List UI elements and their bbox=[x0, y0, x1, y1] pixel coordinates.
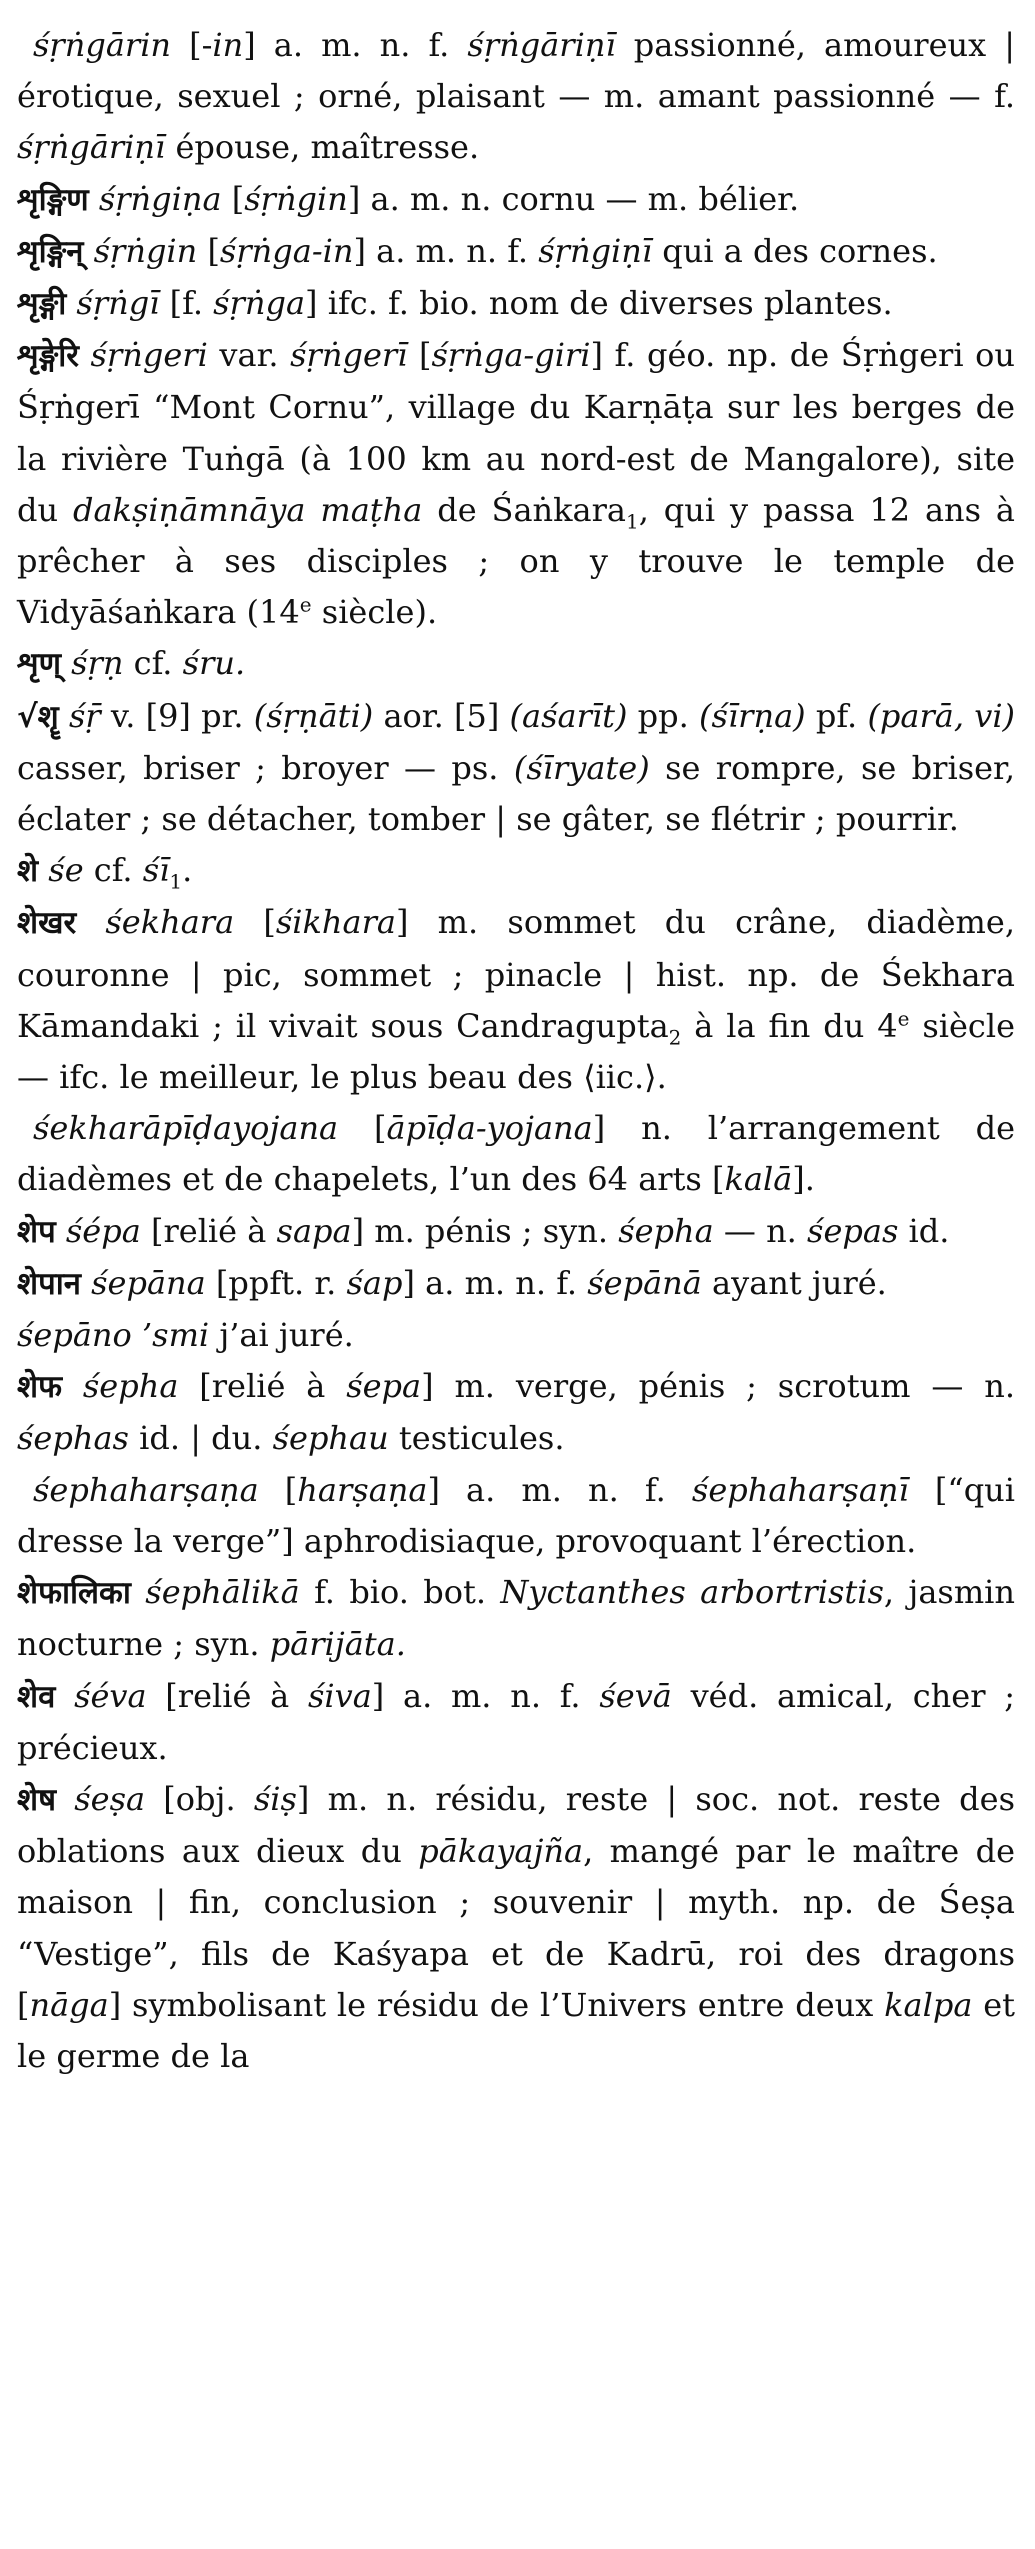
dictionary-entry bbox=[17, 278, 1015, 330]
entry-text: ] a. m. n. cornu — m. bélier. bbox=[347, 179, 800, 218]
entry-text: ] a. m. n. f. bbox=[427, 1470, 692, 1509]
entry-text: , mangé par le maître de maison | fin, conclusion ; souvenir | myth. np. de Śeṣa “Vestige”, fils de Kaśyapa et de Kadrū, roi des dragons [ bbox=[17, 1832, 1016, 2024]
headword-devanagari: शेपान bbox=[17, 1265, 81, 1302]
dictionary-entry bbox=[17, 1206, 1015, 1258]
italic-term: (śṛṇāti) bbox=[253, 696, 374, 735]
italic-term: śṛṇ bbox=[71, 644, 124, 683]
headword-devanagari: शेष bbox=[17, 1781, 56, 1818]
entry-text: j’ai juré. bbox=[209, 1316, 354, 1355]
italic-term: sapa bbox=[276, 1211, 352, 1250]
italic-term: śephālikā bbox=[145, 1573, 300, 1612]
entry-text: . bbox=[182, 851, 193, 890]
italic-term: śiva bbox=[307, 1676, 372, 1715]
italic-term: śṛṅgeri bbox=[90, 336, 208, 375]
italic-term: śṛṅgin bbox=[244, 179, 348, 218]
italic-term: śī bbox=[142, 851, 170, 890]
italic-term: śṛṅga-giri bbox=[431, 336, 591, 375]
italic-term: pākayajña bbox=[418, 1832, 584, 1871]
dictionary-entry bbox=[17, 1567, 1015, 1670]
italic-term: śekhara bbox=[105, 903, 235, 942]
entry-text: [ bbox=[407, 336, 432, 375]
entry-text: id. bbox=[898, 1211, 950, 1250]
entry-text: de Śaṅkara bbox=[422, 490, 626, 529]
entry-text: , jasmin nocturne ; syn. bbox=[17, 1573, 1016, 1664]
entry-text bbox=[79, 336, 91, 374]
headword-devanagari: शृण् bbox=[17, 646, 61, 683]
entry-text: pp. bbox=[627, 696, 700, 735]
entry-text: et le germe de la bbox=[17, 1985, 1016, 2075]
headword-devanagari: शृङ्गिण bbox=[17, 181, 89, 218]
italic-term: kalpa bbox=[884, 1985, 973, 2024]
entry-text bbox=[81, 1264, 91, 1302]
italic-term: śekharāpīḍayojana bbox=[33, 1109, 339, 1148]
italic-term: śṛṅgin bbox=[93, 231, 198, 270]
italic-term: śap bbox=[346, 1263, 403, 1302]
italic-term: śéva bbox=[74, 1676, 147, 1715]
entry-text: [relié à bbox=[178, 1367, 347, 1406]
entry-text: épouse, maîtresse. bbox=[165, 128, 480, 167]
entry-text: ayant juré. bbox=[701, 1263, 887, 1302]
entry-text: [f. bbox=[159, 284, 214, 323]
italic-term: śepha bbox=[618, 1211, 714, 1250]
italic-term: śe bbox=[48, 851, 84, 890]
dictionary-entry bbox=[17, 845, 1015, 897]
index-mark: e bbox=[897, 1006, 910, 1031]
dictionary-entry bbox=[17, 1361, 1015, 1464]
entry-text: ] a. m. n. f. bbox=[243, 26, 468, 64]
entry-text: ] n. l’arrangement de diadèmes et de chapelets, l’un des 64 arts [ bbox=[17, 1109, 1015, 1199]
entry-text bbox=[55, 1677, 74, 1715]
headword-devanagari: शृङ्गी bbox=[17, 286, 67, 323]
italic-term: śepāna bbox=[91, 1263, 206, 1302]
headword-devanagari: शेखर bbox=[17, 905, 77, 942]
italic-term: śephau bbox=[272, 1419, 389, 1458]
italic-term: Nyctanthes arbortristis bbox=[500, 1573, 884, 1612]
entry-text: id. | du. bbox=[128, 1419, 273, 1458]
italic-term: śepha bbox=[82, 1367, 179, 1406]
entry-text: ] m. sommet du crâne, diadème, couronne | pic, sommet ; pinacle | hist. np. de Śekhara Kāmandaki ; il vivait sous Candragupta bbox=[17, 903, 1016, 1045]
entry-text: [ bbox=[197, 231, 220, 270]
italic-term: śru. bbox=[182, 644, 246, 683]
dictionary-subentry bbox=[17, 1465, 1015, 1567]
entry-text: ] m. verge, pénis ; scrotum — n. bbox=[421, 1367, 1016, 1406]
italic-term: (aśarīt) bbox=[509, 696, 628, 735]
index-mark: e bbox=[299, 592, 312, 617]
headword-devanagari: शेप bbox=[17, 1213, 56, 1250]
entry-text: ] a. m. n. f. bbox=[402, 1263, 588, 1302]
italic-term: śepa bbox=[346, 1367, 422, 1406]
dictionary-entry bbox=[17, 638, 1015, 690]
entry-text: f. bio. bot. bbox=[299, 1573, 501, 1612]
dictionary-entry bbox=[17, 1258, 1015, 1310]
entry-text: [ppft. r. bbox=[205, 1263, 347, 1302]
italic-term: śṛṅgiṇa bbox=[98, 179, 222, 218]
italic-term: kalā bbox=[724, 1160, 793, 1199]
entry-text: qui a des cornes. bbox=[652, 231, 938, 270]
entry-text: aor. [5] bbox=[373, 696, 510, 735]
italic-term: śṛṅgerī bbox=[290, 336, 408, 375]
index-mark: 1 bbox=[625, 509, 639, 534]
entry-text bbox=[61, 644, 71, 682]
entry-text bbox=[83, 232, 93, 270]
entry-text: ] m. pénis ; syn. bbox=[351, 1211, 619, 1250]
entry-text: [relié à bbox=[146, 1676, 308, 1715]
entry-text: ] m. n. résidu, reste | soc. not. reste des oblations aux dieux du bbox=[17, 1779, 1016, 1871]
italic-term: śṛṅgiṇī bbox=[538, 231, 653, 270]
entry-text: [ bbox=[258, 1470, 298, 1509]
italic-term: dakṣiṇāmnāya maṭha bbox=[72, 490, 423, 529]
entry-text: ] a. m. n. f. bbox=[371, 1676, 600, 1715]
entry-text: véd. amical, cher ; précieux. bbox=[17, 1676, 1016, 1767]
entry-text: ]. bbox=[792, 1160, 815, 1199]
entry-text: pf. bbox=[805, 696, 868, 735]
dictionary-subentry bbox=[17, 1103, 1015, 1205]
italic-term: śṛṅgāriṇī bbox=[17, 128, 166, 167]
dictionary-entry bbox=[17, 691, 1015, 846]
italic-term: śephaharṣaṇa bbox=[33, 1470, 259, 1509]
dictionary-subentry bbox=[17, 20, 1015, 174]
entry-text bbox=[62, 1367, 83, 1405]
entry-text: [ bbox=[234, 903, 276, 942]
entry-text: ] f. géo. np. de Śṛṅgeri ou Śṛṅgerī “Mont Cornu”, village du Karṇāṭa sur les berges de la rivière Tuṅgā (à 100 km au nord-est de Mangalore), site du bbox=[17, 336, 1016, 529]
entry-text: passionné, amoureux | érotique, sexuel ; orné, plaisant — m. amant passionné — f. bbox=[17, 26, 1016, 116]
entry-text: [relié à bbox=[140, 1211, 277, 1250]
italic-term: pārijāta. bbox=[269, 1625, 406, 1664]
italic-term: nāga bbox=[29, 1985, 109, 2024]
entry-text: [ bbox=[221, 179, 245, 218]
entry-text: cf. bbox=[123, 644, 183, 683]
italic-term: śepānā bbox=[587, 1263, 702, 1302]
italic-term: (śīryate) bbox=[513, 748, 650, 787]
entry-text: siècle). bbox=[311, 593, 438, 632]
italic-term: śṝ bbox=[68, 696, 101, 735]
entry-text: ] a. m. n. f. bbox=[353, 231, 539, 270]
dictionary-entry bbox=[17, 330, 1015, 638]
entry-text bbox=[38, 851, 48, 889]
entry-text: [“qui dresse la verge”] aphrodisiaque, provoquant l’érection. bbox=[17, 1470, 1016, 1560]
headword-devanagari: √शॄ bbox=[17, 698, 59, 735]
entry-text bbox=[56, 1780, 74, 1818]
headword-devanagari: शेव bbox=[17, 1678, 56, 1715]
index-mark: 2 bbox=[668, 1025, 682, 1050]
entry-text: [ bbox=[338, 1109, 387, 1148]
dictionary-entry bbox=[17, 897, 1015, 1103]
entry-text: var. bbox=[207, 336, 291, 375]
italic-term: śṛṅga bbox=[213, 284, 306, 323]
italic-term: śevā bbox=[599, 1676, 672, 1715]
entry-text: à la fin du 4 bbox=[681, 1006, 898, 1045]
headword-devanagari: शेफालिका bbox=[17, 1575, 131, 1612]
entry-text: , qui y passa 12 ans à prêcher à ses disciples ; on y trouve le temple de Vidyāśaṅkara (14 bbox=[17, 490, 1016, 632]
italic-term: śephaharṣaṇī bbox=[691, 1470, 909, 1509]
entry-text: — n. bbox=[713, 1211, 808, 1250]
entry-text bbox=[76, 903, 105, 941]
dictionary-entry bbox=[17, 1671, 1015, 1774]
italic-term: śeṣa bbox=[74, 1779, 146, 1818]
italic-term: in bbox=[212, 26, 244, 64]
entry-text bbox=[131, 1573, 145, 1611]
dictionary-entry bbox=[17, 1310, 1015, 1361]
entry-text: casser, briser ; broyer — ps. bbox=[17, 748, 514, 787]
italic-term: āpīḍa-yojana bbox=[386, 1109, 593, 1148]
entry-text: [obj. bbox=[145, 1779, 254, 1818]
entry-text: v. [9] pr. bbox=[100, 696, 254, 735]
italic-term: śṛṅga-in bbox=[219, 231, 354, 270]
italic-term: śiṣ bbox=[253, 1779, 297, 1818]
entry-text: siècle — ifc. le meilleur, le plus beau des ⟨iic.⟩. bbox=[17, 1006, 1016, 1097]
entry-text bbox=[59, 697, 69, 735]
headword-devanagari: शृङ्गेरि bbox=[17, 338, 79, 375]
entry-text: cf. bbox=[83, 851, 143, 890]
italic-term: śṛṅgāriṇī bbox=[467, 26, 616, 64]
headword-devanagari: शेफ bbox=[17, 1369, 62, 1406]
italic-term: śepāno ’smi bbox=[17, 1316, 210, 1355]
italic-term: śépa bbox=[65, 1211, 141, 1250]
headword-devanagari: शृङ्गिन् bbox=[17, 233, 84, 270]
italic-term: śṛṅgī bbox=[76, 284, 160, 323]
italic-term: (parā, vi) bbox=[867, 696, 1016, 735]
italic-term: śikhara bbox=[275, 903, 396, 942]
italic-term: harṣaṇa bbox=[297, 1470, 428, 1509]
entry-text: ] ifc. f. bio. nom de diverses plantes. bbox=[305, 284, 893, 323]
entry-text: ] symbolisant le résidu de l’Univers entre deux bbox=[108, 1985, 885, 2024]
entry-text: testicules. bbox=[388, 1419, 565, 1458]
entry-text: se rompre, se briser, éclater ; se détacher, tomber | se gâter, se flétrir ; pourrir. bbox=[17, 748, 1016, 839]
entry-text bbox=[56, 1212, 66, 1250]
entry-text bbox=[66, 284, 76, 322]
italic-term: śṛṅgārin bbox=[33, 26, 172, 64]
dictionary-entry bbox=[17, 174, 1015, 226]
italic-term: (śīrṇa) bbox=[699, 696, 806, 735]
headword-devanagari: शे bbox=[17, 853, 39, 890]
entry-text: [- bbox=[171, 26, 213, 64]
dictionary-entry bbox=[17, 226, 1015, 278]
index-mark: 1 bbox=[169, 869, 183, 894]
italic-term: śephas bbox=[17, 1419, 129, 1458]
italic-term: śepas bbox=[807, 1211, 899, 1250]
dictionary-entry bbox=[17, 1774, 1015, 2082]
entry-text bbox=[89, 180, 99, 218]
